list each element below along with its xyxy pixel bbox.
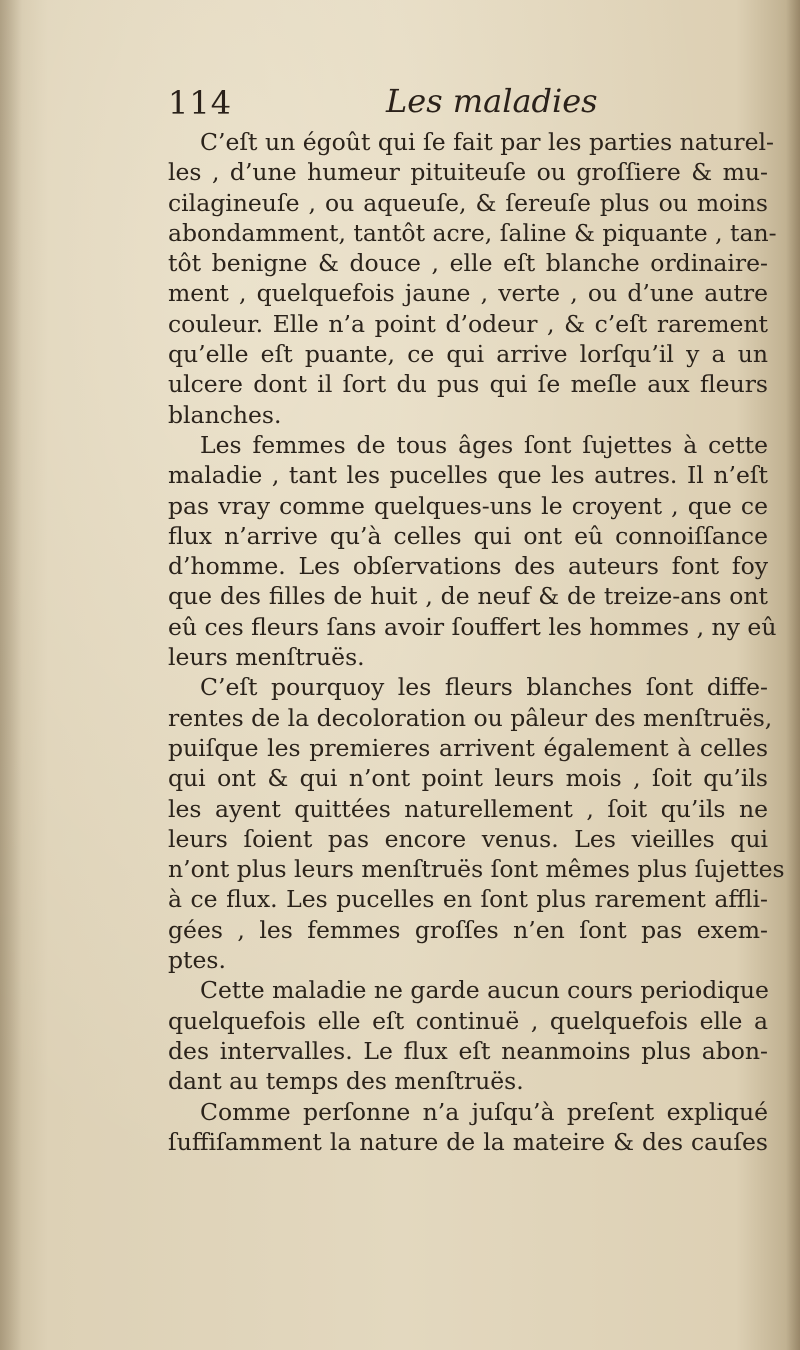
text-line: d’homme. Les obſervations des auteurs font foy (168, 552, 768, 581)
text-line: tôt benigne & douce , elle eſt blanche ordinaire- (168, 249, 768, 278)
text-line: eû ces fleurs ſans avoir ſouffert les hommes , ny eû (168, 612, 777, 641)
page-number: 114 (168, 84, 233, 122)
text-line: que des filles de huit , de neuf & de treize-ans ont (168, 582, 768, 611)
text-line: maladie , tant les pucelles que les autres. Il n’eſt (168, 461, 768, 490)
text-line: les ayent quittées naturellement , ſoit qu’ils ne (168, 794, 768, 823)
text-line: ptes. (168, 946, 226, 975)
text-line: des intervalles. Le flux eſt neanmoins plus abon- (168, 1036, 768, 1065)
text-line: cilagineuſe , ou aqueuſe, & ſereuſe plus ou moins (168, 188, 768, 217)
text-line: leurs ſoient pas encore venus. Les vieilles qui (168, 824, 768, 853)
text-line: les , d’une humeur pituiteuſe ou groſſiere & mu- (168, 158, 768, 187)
text-line: qu’elle eſt puante, ce qui arrive lorſqu’il y a un (168, 340, 768, 369)
text-line: qui ont & qui n’ont point leurs mois , ſoit qu’ils (168, 764, 768, 793)
page-edge-shadow (786, 0, 800, 1350)
page-gutter-shadow (0, 0, 22, 1350)
text-line: gées , les femmes groſſes n’en ſont pas exem- (168, 915, 768, 944)
text-line: blanches. (168, 400, 282, 429)
text-line: pas vray comme quelques-uns le croyent , que ce (168, 491, 768, 520)
text-line: à ce flux. Les pucelles en ſont plus rarement affli- (168, 885, 768, 914)
text-line: dant au temps des menſtruës. (168, 1067, 524, 1096)
text-line: couleur. Elle n’a point d’odeur , & c’eſt rarement (168, 309, 768, 338)
text-line: rentes de la decoloration ou pâleur des menſtruës, (168, 703, 773, 732)
text-line: Cette maladie ne garde aucun cours periodique (200, 976, 769, 1005)
text-line: flux n’arrive qu’à celles qui ont eû connoiſſance (168, 521, 768, 550)
text-line: leurs menſtruës. (168, 643, 365, 672)
text-line: n’ont plus leurs menſtruës ſont mêmes plus ſujettes (168, 855, 785, 884)
text-line: quelquefois elle eſt continuë , quelquefois elle a (168, 1006, 768, 1035)
text-line: puiſque les premieres arrivent également à celles (168, 733, 768, 762)
page-header (168, 80, 768, 130)
text-line: Comme perſonne n’a juſqu’à preſent expliqué (200, 1097, 768, 1126)
text-line: C’eſt pourquoy les fleurs blanches ſont diffe- (200, 673, 768, 702)
text-line: abondamment, tantôt acre, ſaline & piquante , tan- (168, 218, 777, 247)
text-line: Les femmes de tous âges ſont ſujettes à cette (200, 430, 768, 459)
body-text (168, 127, 785, 1157)
text-line: C’eſt un égoût qui ſe fait par les parties naturel‑ (200, 128, 774, 156)
text-line: ment , quelquefois jaune , verte , ou d’une autre (168, 279, 768, 308)
running-title: Les maladies (386, 82, 598, 120)
text-line: ſuffiſamment la nature de la mateire & des cauſes (168, 1127, 768, 1156)
text-line: ulcere dont il ſort du pus qui ſe meſle aux fleurs (168, 370, 768, 399)
